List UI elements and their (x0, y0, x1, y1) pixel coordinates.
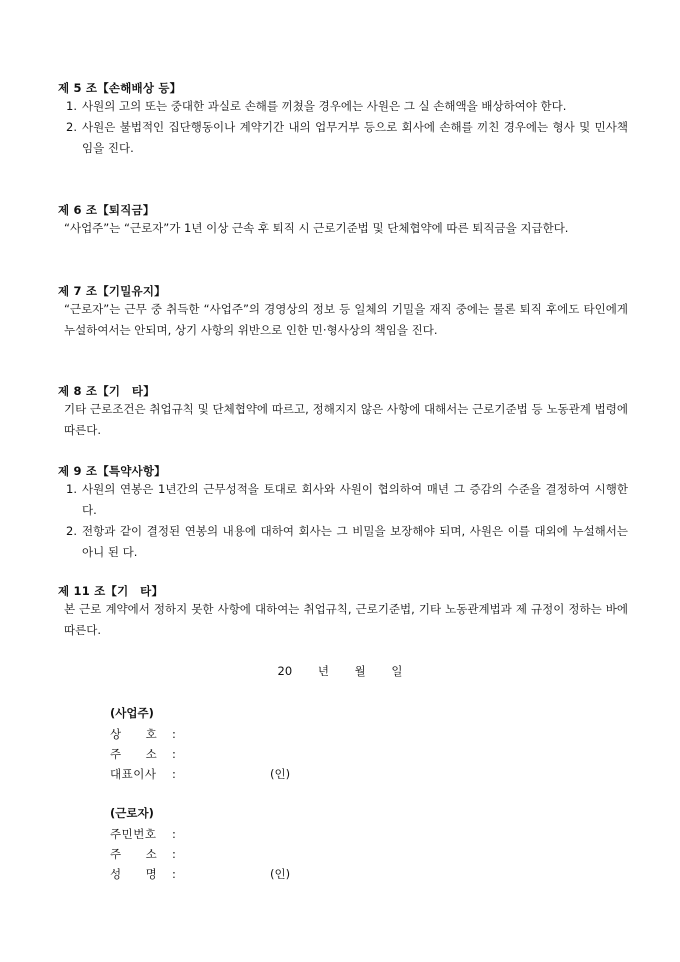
seal-mark: (인) (270, 867, 291, 881)
employer-row-ceo (110, 764, 370, 784)
field-label: 성 명 (110, 867, 158, 881)
field-label: 주 소 (110, 847, 158, 861)
employer-row-company (110, 724, 370, 744)
article-5 (58, 80, 628, 159)
item-number: 1. (66, 99, 77, 113)
article-6 (58, 202, 628, 239)
item-number: 2. (66, 524, 77, 538)
article-7-title: 제 7 조【기밀유지】 (58, 284, 166, 298)
article-11-title: 제 11 조【기 타】 (58, 584, 164, 598)
article-11-text: 본 근로 계약에서 정하지 못한 사항에 대하여는 취업규칙, 근로기준법, 기타 노동관계법과 제 규정이 정하는 바에 따른다. (64, 602, 628, 637)
item-text: 전항과 같이 결정된 연봉의 내용에 대하여 회사는 그 비밀을 보장해야 되며, 사원은 이를 대외에 누설해서는 아니 된 다. (82, 524, 628, 559)
item-text: 사원의 연봉은 1년간의 근무성적을 토대로 회사와 사원이 협의하여 매년 그 증감의 수준을 결정하여 시행한다. (82, 482, 628, 517)
worker-row-id (110, 824, 370, 844)
article-6-title: 제 6 조【퇴직금】 (58, 203, 155, 217)
article-9-title: 제 9 조【특약사항】 (58, 464, 166, 478)
article-5-item-1 (58, 96, 628, 117)
worker-block (110, 805, 370, 884)
field-label: 대표이사 (110, 767, 157, 781)
seal-mark: (인) (270, 767, 291, 781)
article-7 (58, 283, 628, 341)
item-text: 사원의 고의 또는 중대한 과실로 손해를 끼쳤을 경우에는 사원은 그 실 손해액을 배상하여야 한다. (82, 99, 567, 113)
article-9-item-1 (58, 479, 628, 521)
article-6-text: “사업주”는 “근로자”가 1년 이상 근속 후 퇴직 시 근로기준법 및 단체협약에 따른 퇴직금을 지급한다. (64, 221, 569, 235)
field-colon: : (172, 827, 176, 841)
article-11 (58, 583, 628, 641)
employer-row-address (110, 744, 370, 764)
article-9 (58, 463, 628, 563)
worker-heading: (근로자) (110, 806, 154, 820)
item-number: 2. (66, 120, 77, 134)
article-5-title: 제 5 조【손해배상 등】 (58, 81, 182, 95)
field-label: 주 소 (110, 747, 158, 761)
employer-heading: (사업주) (110, 706, 154, 720)
field-label: 상 호 (110, 727, 158, 741)
item-text: 사원은 불법적인 집단행동이나 계약기간 내의 업무거부 등으로 회사에 손해를 끼친 경우에는 형사 및 민사책임을 진다. (82, 120, 628, 155)
worker-row-address (110, 844, 370, 864)
item-number: 1. (66, 482, 77, 496)
article-9-item-2 (58, 521, 628, 563)
field-colon: : (172, 847, 176, 861)
field-colon: : (172, 727, 176, 741)
article-8-title: 제 8 조【기 타】 (58, 384, 155, 398)
field-colon: : (172, 767, 176, 781)
employer-block (110, 705, 370, 784)
article-5-item-2 (58, 117, 628, 159)
article-8 (58, 383, 628, 441)
field-colon: : (172, 747, 176, 761)
field-colon: : (172, 867, 176, 881)
worker-row-name (110, 864, 370, 884)
contract-date: 20 년 월 일 (277, 664, 403, 678)
article-7-text: “근로자”는 근무 중 취득한 “사업주”의 경영상의 정보 등 일체의 기밀을 재직 중에는 물론 퇴직 후에도 타인에게 누설하여서는 안되며, 상기 사항의 위반으로 인한 민·형사상의 책임을 진다. (64, 302, 628, 337)
field-label: 주민번호 (110, 827, 157, 841)
article-8-text: 기타 근로조건은 취업규칙 및 단체협약에 따르고, 정해지지 않은 사항에 대해서는 근로기준법 등 노동관계 법령에 따른다. (64, 402, 628, 437)
